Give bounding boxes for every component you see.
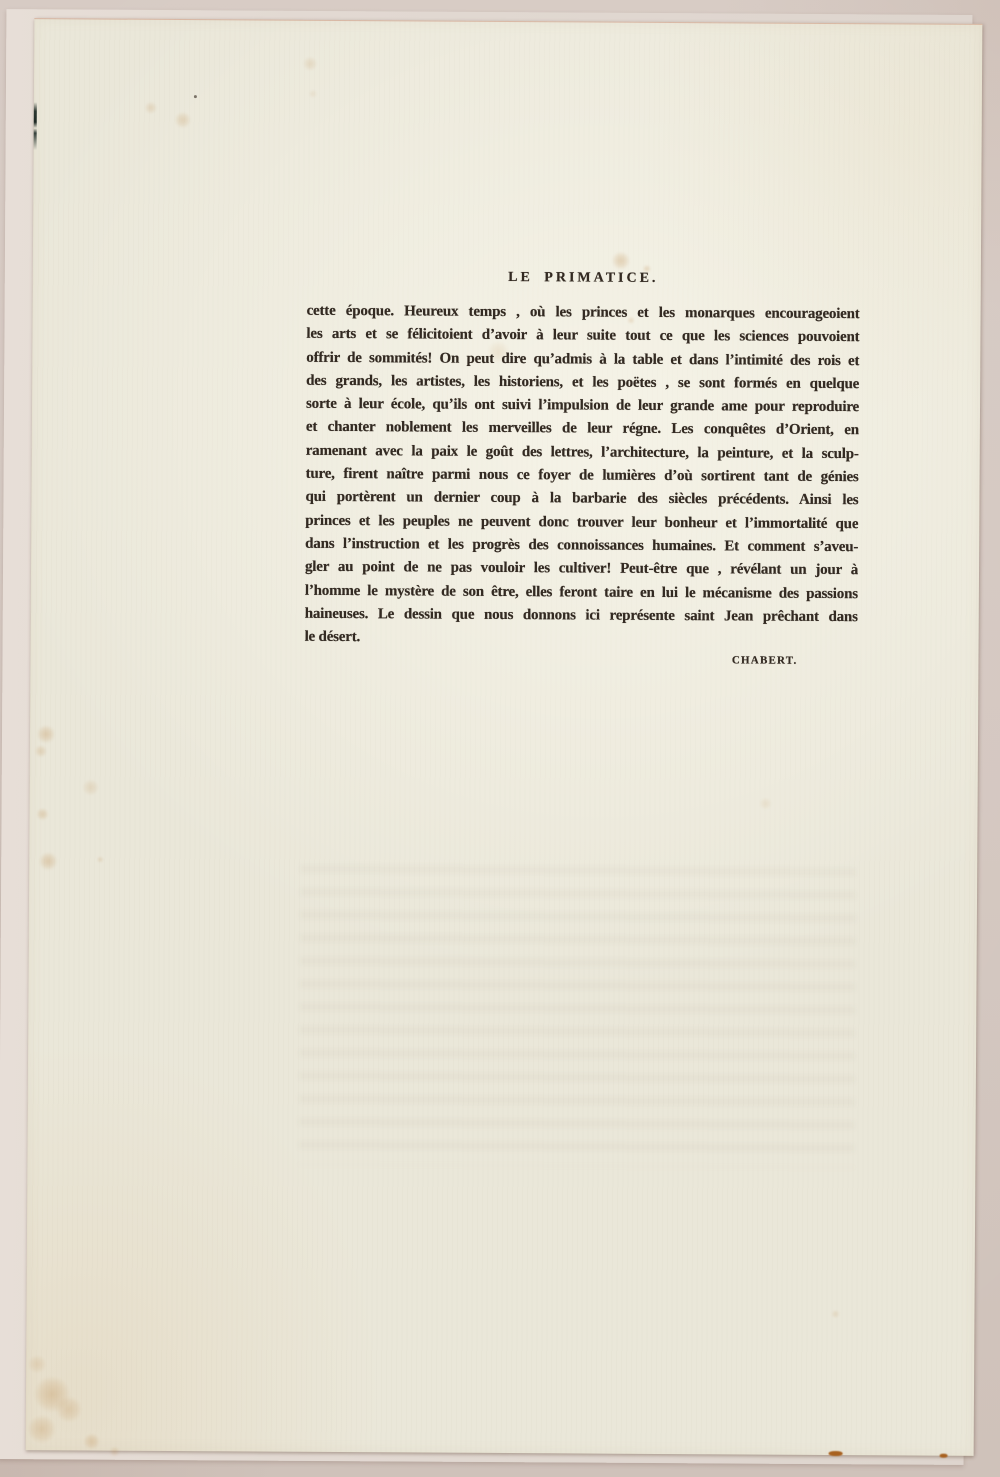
body-text	[305, 300, 860, 653]
foxing-spot	[39, 852, 57, 870]
book-page	[26, 18, 983, 1456]
text-line: les arts et se félicitoient d’avoir à leur suite tout ce que les sciences pouvoient	[306, 326, 860, 346]
foxing-spot	[97, 857, 103, 863]
text-line: le désert.	[304, 628, 361, 646]
text-line: qui portèrent un dernier coup à la barbarie des siècles précédents. Ainsi les	[305, 489, 859, 509]
text-line: l’homme le mystère de son être, elles feront taire en lui le mécanisme des passions	[304, 582, 858, 602]
foxing-spot	[37, 725, 55, 743]
text-line: gler au point de ne pas vouloir les cultiver! Peut-être que , révélant un jour à	[304, 559, 859, 579]
foxing-spot	[56, 1396, 82, 1422]
text-line: des grands, les artistes, les historiens, et les poëtes , se sont formés en quelque	[306, 372, 860, 393]
foxing-spot	[303, 57, 317, 71]
foxing-spot	[145, 102, 157, 114]
text-line: sorte à leur école, qu’ils ont suivi l’impulsion de leur grande ame pour reproduire	[305, 395, 860, 416]
foxing-spot	[84, 1433, 100, 1449]
page-title: LE PRIMATICE.	[508, 270, 659, 286]
foxing-spot	[110, 1447, 120, 1457]
text-line: ture, firent naître parmi nous ce foyer de lumières d’où sortirent tant de génies	[305, 465, 859, 486]
text-line: ramenant avec la paix le goût des lettres, l’architecture, la peinture, et la sculp-	[305, 442, 859, 462]
text-line: offrir de sommités! On peut dire qu’admis à la table et dans l’intimité des rois et	[306, 349, 860, 369]
foxing-spot	[831, 1310, 839, 1318]
verso-show-through	[298, 865, 856, 1168]
signature: CHABERT.	[731, 654, 798, 668]
foxing-spot	[36, 808, 48, 820]
text-line: cette époque. Heureux temps , où les princes et les monarques encourageoient	[306, 302, 860, 323]
foxing-spot	[35, 745, 47, 757]
foxing-spot	[612, 252, 630, 270]
foxing-spot	[760, 798, 772, 810]
foxing-spot	[175, 112, 191, 128]
edge-chip	[940, 1454, 948, 1458]
text-line: dans l’instruction et les progrès des connoissances humaines. Et comment s’aveu-	[305, 535, 859, 556]
foxing-spot	[83, 779, 99, 795]
foxing-spot	[28, 1355, 46, 1373]
foxing-spot	[309, 90, 317, 98]
edge-chip	[829, 1451, 843, 1456]
ink-fleck	[194, 95, 197, 98]
text-line: haineuses. Le dessin que nous donnons ici représente saint Jean prêchant dans	[304, 605, 858, 626]
text-block	[304, 271, 859, 674]
foxing-spot	[28, 1415, 56, 1443]
left-edge-ink-mark	[34, 102, 37, 152]
text-line: et chanter noblement les merveilles de leur régne. Les conquêtes d’Orient, en	[305, 419, 859, 439]
text-line: princes et les peuples ne peuvent donc trouver leur bonheur et l’immortalité que	[305, 512, 859, 532]
